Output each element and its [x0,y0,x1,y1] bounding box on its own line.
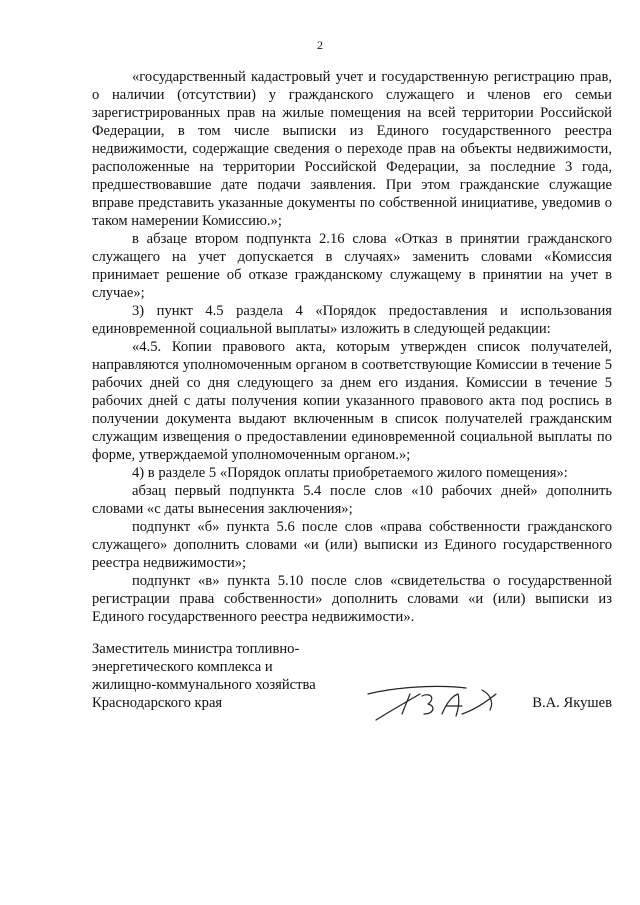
paragraph-4: «4.5. Копии правового акта, которым утвержден список получателей, направляются уполномоченным органом в соответствующие Комиссии в течение 5 рабочих дней со дня следующего за днем его издания. Комиссии в течение 5 рабочих дней с даты получения копии указанного правового акта под роспись в получении документа выдают включенным в список получателей гражданским служащим извещения о предоставлении единовременной социальной выплаты по форме, утверждаемой уполномоченным органом.»; [92,339,612,463]
paragraph-8: подпункт «в» пункта 5.10 после слов «свидетельства о государственной регистрации права собственности» дополнить словами «и (или) выписки из Единого государственного реестра недвижимости». [92,573,612,625]
handwritten-signature [362,680,502,726]
paragraph-2: в абзаце втором подпункта 2.16 слова «Отказ в принятии гражданского служащего на учет допускается в случаях» заменить словами «Комиссия принимает решение об отказе гражданскому служащему в принятии на учет в случае»; [92,231,612,301]
paragraph-7: подпункт «б» пункта 5.6 после слов «права собственности гражданского служащего» дополнить словами «и (или) выписки из Единого государственного реестра недвижимости»; [92,519,612,571]
page-number: 2 [317,38,323,52]
document-body [92,68,612,626]
paragraph-6: абзац первый подпункта 5.4 после слов «10 рабочих дней» дополнить словами «с даты вынесения заключения»; [92,483,612,517]
signatory-title-line: жилищно-коммунального хозяйства [92,677,316,693]
signatory-title-line: Заместитель министра топливно- [92,641,300,657]
paragraph-5: 4) в разделе 5 «Порядок оплаты приобретаемого жилого помещения»: [132,465,568,481]
signature-block [92,640,612,730]
signatory-title-line: Краснодарского края [92,695,223,711]
signatory-title-line: энергетического комплекса и [92,659,273,675]
paragraph-1: «государственный кадастровый учет и государственную регистрацию прав, о наличии (отсутствии) у гражданского служащего и членов его семьи зарегистрированных прав на жилые помещения на всей территории Российской Федерации, в том числе выписки из Единого государственного реестра недвижимости, содержащие сведения о переходе прав на объекты недвижимости, расположенные на территории Российской Федерации, за последние 3 года, предшествовавшие дате подачи заявления. При этом гражданские служащие вправе представить указанные документы по собственной инициативе, уведомив о таком намерении Комиссию.»; [92,69,612,229]
paragraph-3: 3) пункт 4.5 раздела 4 «Порядок предоставления и использования единовременной социальной выплаты» изложить в следующей редакции: [92,303,612,337]
signatory-name: В.А. Якушев [532,695,612,711]
